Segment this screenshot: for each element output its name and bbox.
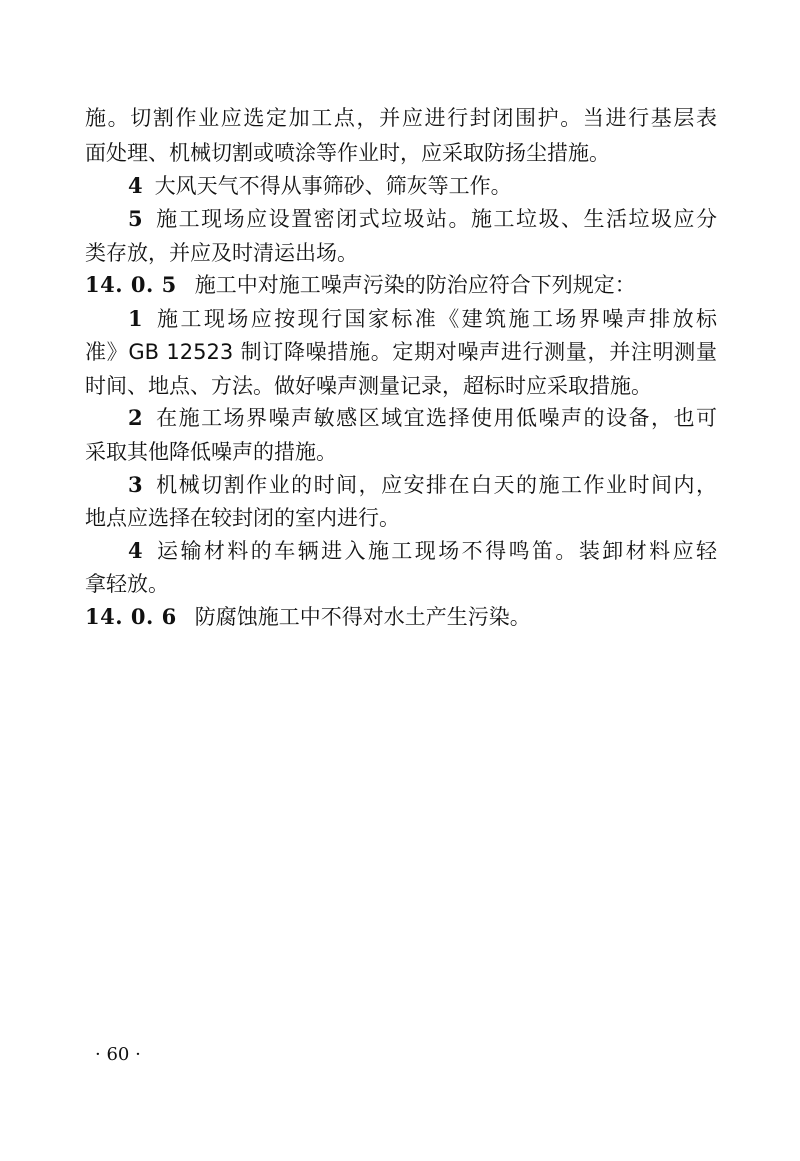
line-text: 施工现场应按现行国家标准《建筑施工场界噪声排放标 [154,307,717,331]
list-item [128,401,717,435]
item-number: 1 [128,306,143,331]
line-text: 拿轻放。 [85,572,169,596]
item-number: 5 [128,206,143,231]
list-item [128,468,717,502]
line-text: 准》GB 12523 制订降噪措施。定期对噪声进行测量，并注明测量 [85,340,717,364]
line-text: 施工中对施工噪声污染的防治应符合下列规定： [194,273,636,297]
line-text: 采取其他降低噪声的措施。 [85,440,337,464]
clause-number: 14. 0. 5 [85,272,177,297]
line-text: 运输材料的车辆进入施工现场不得鸣笛。装卸材料应轻 [154,539,717,563]
line-text: 大风天气不得从事筛砂、筛灰等工作。 [154,174,512,198]
line-text: 防腐蚀施工中不得对水土产生污染。 [194,605,531,629]
line-text: 时间、地点、方法。做好噪声测量记录，超标时应采取措施。 [85,374,652,398]
paragraph-line [85,567,717,601]
paragraph-line [85,101,717,135]
list-item [128,169,717,203]
line-text: 机械切割作业的时间，应安排在白天的施工作业时间内， [154,473,717,497]
clause-number: 14. 0. 6 [85,604,177,629]
list-item [128,302,717,336]
item-number: 4 [128,173,143,198]
clause-heading [85,268,717,302]
line-text: 在施工场界噪声敏感区域宜选择使用低噪声的设备，也可 [154,406,717,430]
item-number: 4 [128,538,143,563]
line-text: 施。切割作业应选定加工点，并应进行封闭围护。当进行基层表 [85,106,717,130]
line-text: 类存放，并应及时清运出场。 [85,241,358,265]
item-number: 2 [128,405,143,430]
clause-heading [85,600,717,634]
line-text: 地点应选择在较封闭的室内进行。 [85,506,400,530]
list-item [128,202,717,236]
paragraph-line [85,501,717,535]
item-number: 3 [128,472,143,497]
paragraph-line [85,369,717,403]
line-text: 施工现场应设置密闭式垃圾站。施工垃圾、生活垃圾应分 [154,207,717,231]
paragraph-line [85,335,717,369]
list-item [128,534,717,568]
paragraph-line [85,236,717,270]
page-number: · 60 · [95,1044,141,1065]
paragraph-line [85,136,717,170]
line-text: 面处理、机械切割或喷涂等作业时，应采取防扬尘措施。 [85,141,610,165]
paragraph-line [85,435,717,469]
